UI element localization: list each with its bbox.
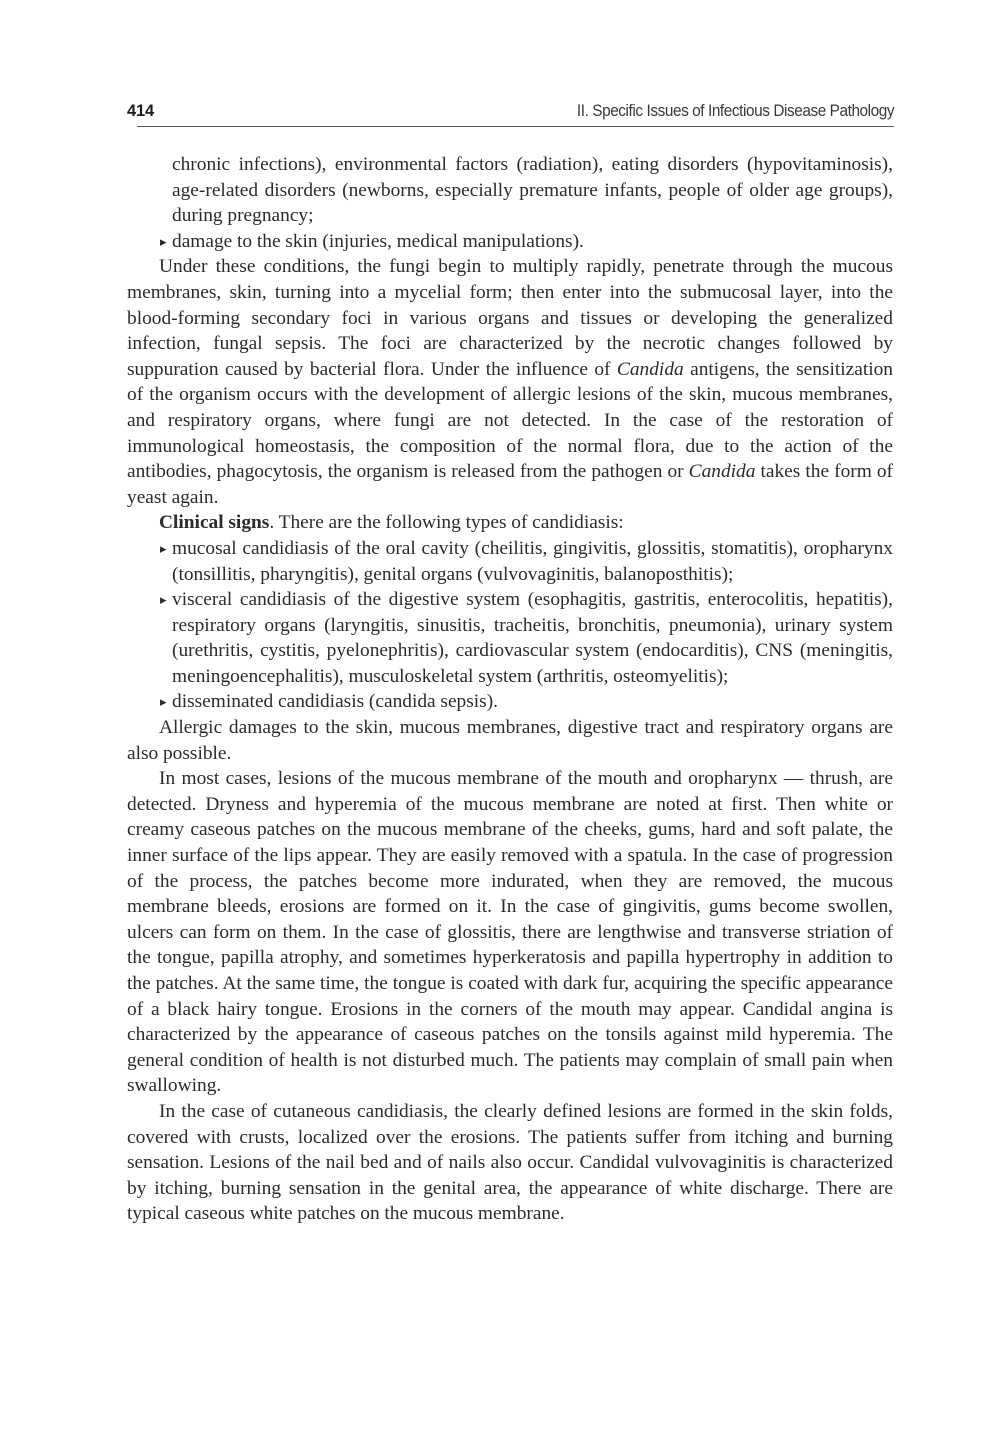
paragraph-text-part: takes the form of yeast again.: [127, 461, 893, 508]
paragraph-oral-lesions: In most cases, lesions of the mucous membrane of the mouth and oropharynx — thrush, are detected. Dryness and hyperemia of the mucous membrane are noted at first. Then white or creamy caseous patches on the mucous membrane of the cheeks, gums, hard and soft palate, the inner surface of the lips appear. They are easily removed with a spatula. In the case of progression of the process, the patches become more indurated, when they are removed, the mucous membrane bleeds, erosions are formed on it. In the case of gingivitis, gums become swollen, ulcers can form on them. In the case of glossitis, there are lengthwise and transverse striation of the tongue, papilla atrophy, and sometimes hyperkeratosis and papilla hypertrophy in addition to the patches. At the same time, the tongue is coated with dark fur, acquiring the specific appearance of a black hairy tongue. Erosions in the corners of the mouth may appear. Candidal angina is characterized by the appearance of caseous patches on the tonsils against mild hyperemia. The general condition of health is not disturbed much. The patients may complain of small pain when swallowing.: [127, 768, 893, 1097]
list-item-label: mucosal candidiasis of the oral cavity (cheilitis, gingivitis, glossitis, stomatitis), oropharynx (tonsillitis, pharyngitis), genital organs (vulvovaginitis, balanoposthitis);: [172, 537, 893, 585]
paragraph-cutaneous-candidiasis: In the case of cutaneous candidiasis, the clearly defined lesions are formed in the skin folds, covered with crusts, localized over the erosions. The patients suffer from itching and burning sensation. Lesions of the nail bed and of nails also occur. Candidal vulvovaginitis is characterized by itching, burning sensation in the genital area, the appearance of white discharge. There are typical caseous white patches on the mucous membrane.: [127, 1100, 893, 1225]
list-item: [127, 229, 893, 255]
list-item-label: disseminated candidiasis (candida sepsis).: [172, 691, 499, 713]
continued-list-item-text: chronic infections), environmental factors (radiation), eating disorders (hypovitaminosis), age-related disorders (newborns, especially premature infants, people of older age groups), during pregnancy;: [172, 154, 893, 227]
running-title: II. Specific Issues of Infectious Disease Pathology: [576, 102, 894, 120]
running-head: [127, 100, 894, 128]
bullet-list-risk-factors: [127, 229, 893, 255]
list-item-label: damage to the skin (injuries, medical manipulations).: [172, 230, 584, 252]
triangle-bullet-icon: ▸: [160, 233, 167, 249]
paragraph-allergic-damages: Allergic damages to the skin, mucous membranes, digestive tract and respiratory organs are also possible.: [127, 717, 893, 764]
triangle-bullet-icon: ▸: [160, 592, 167, 608]
italic-genus-candida: Candida: [688, 461, 756, 483]
triangle-bullet-icon: ▸: [160, 540, 167, 556]
paragraph-text-part: Under these conditions, the fungi begin to multiply rapidly, penetrate through the mucous membranes, skin, turning into a mycelial form; then enter into the submucosal layer, into the blood-forming secondary foci in various organs and tissues or developing the generalized infection, fungal sepsis. The foci are characterized by the necrotic changes followed by suppuration caused by bacterial flora. Under the influence of: [127, 256, 893, 380]
run-in-heading-clinical-signs: Clinical signs: [159, 512, 270, 534]
page-number: 414: [127, 102, 154, 120]
paragraph-pathogenesis: [127, 254, 893, 510]
triangle-bullet-icon: ▸: [160, 694, 167, 710]
paragraph-clinical-signs-intro: [127, 510, 893, 536]
paragraph-text-part: . There are the following types of candidiasis:: [269, 512, 624, 534]
list-item: [127, 536, 893, 587]
list-item: [127, 587, 893, 689]
list-item-label: visceral candidiasis of the digestive system (esophagitis, gastritis, enterocolitis, hepatitis), respiratory organs (laryngitis, sinusitis, tracheitis, bronchitis, pneumonia), urinary system (urethritis, cystitis, pyelonephritis), cardiovascular system (endocarditis), CNS (meningitis, meningoencephalitis), musculoskeletal system (arthritis, osteomyelitis);: [172, 589, 893, 687]
list-item: [127, 689, 893, 715]
paragraph-text-part: antigens, the sensitization of the organism occurs with the development of allergic lesions of the skin, mucous membranes, and respiratory organs, where fungi are not detected. In the case of the restoration of immunological homeostasis, the composition of the normal flora, due to the action of the antibodies, phagocytosis, the organism is released from the pathogen or: [127, 358, 893, 483]
bullet-list-candidiasis-types: [127, 536, 893, 715]
italic-genus-candida: Candida: [616, 358, 684, 380]
text-column: [127, 152, 893, 1227]
header-divider: [137, 126, 894, 127]
